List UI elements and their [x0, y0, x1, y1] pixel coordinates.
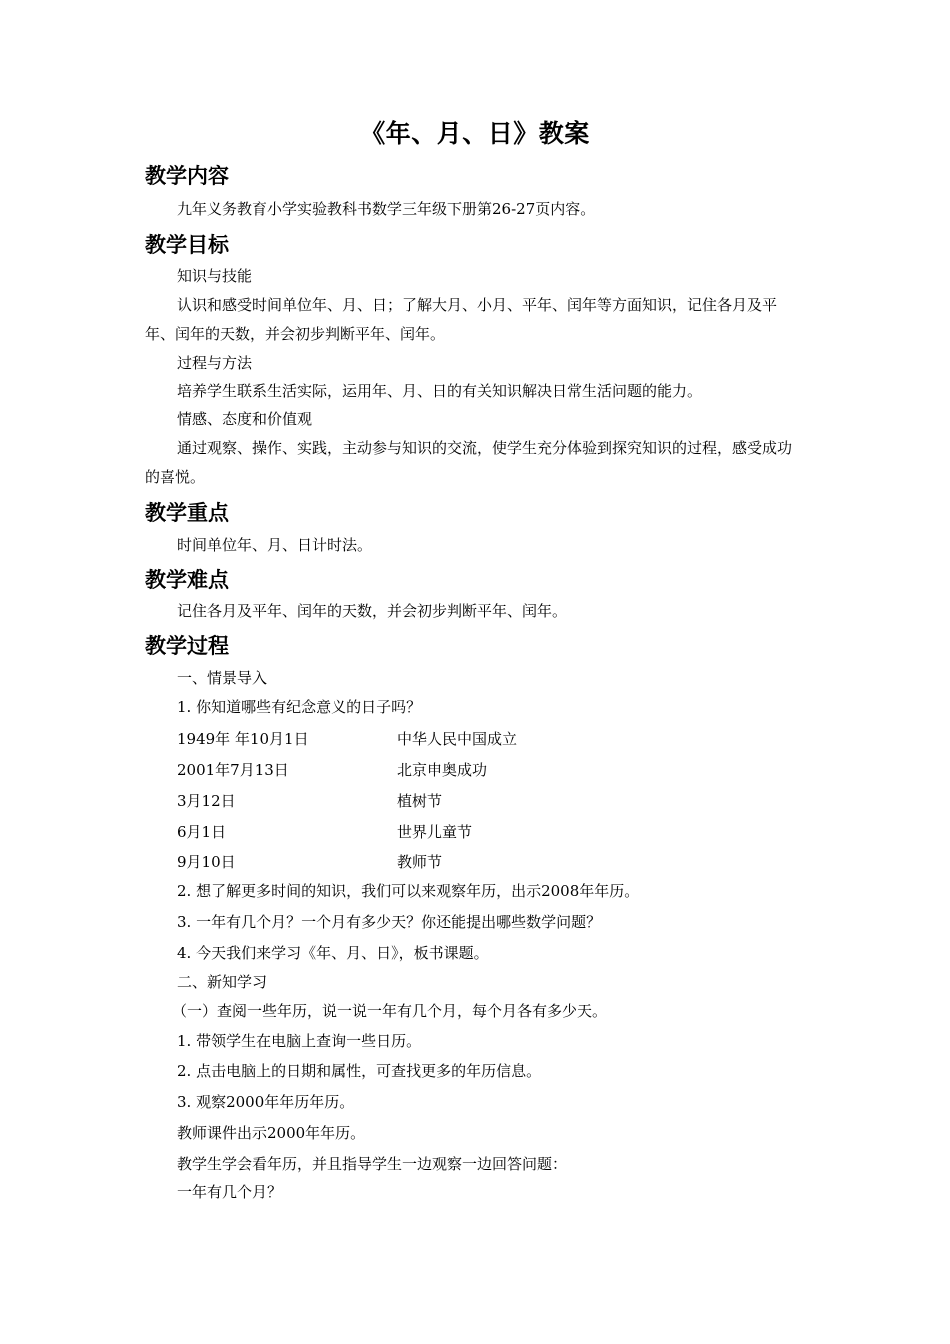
- content-text: 九年义务教育小学实验教科书数学三年级下册第26-27页内容。: [177, 200, 596, 218]
- goals-text-emotion: 通过观察、操作、实践，主动参与知识的交流，使学生充分体验到探究知识的过程，感受成功的喜悦。: [145, 439, 793, 486]
- heading-process: 教学过程: [145, 634, 229, 658]
- goals-sub-knowledge: 知识与技能: [177, 267, 253, 285]
- heading-content: 教学内容: [145, 164, 229, 188]
- process-q4: 4. 今天我们来学习《年、月、日》，板书课题。: [177, 944, 489, 962]
- heading-key: 教学重点: [145, 501, 229, 525]
- date-5: 9月10日: [177, 853, 236, 871]
- event-4: 世界儿童节: [397, 823, 473, 841]
- heading-difficulty: 教学难点: [145, 568, 229, 592]
- heading-goals: 教学目标: [145, 233, 229, 257]
- goals-sub-emotion: 情感、态度和价值观: [177, 410, 313, 428]
- process-part1: 一、情景导入: [177, 669, 268, 687]
- key-text: 时间单位年、月、日计时法。: [177, 536, 373, 554]
- process-step5: 教学生学会看年历，并且指导学生一边观察一边回答问题：: [177, 1155, 568, 1173]
- page-title: 《年、月、日》教案: [360, 119, 590, 148]
- event-5: 教师节: [397, 853, 443, 871]
- process-q3: 3. 一年有几个月？一个月有多少天？你还能提出哪些数学问题？: [177, 913, 602, 931]
- process-step6: 一年有几个月？: [177, 1183, 283, 1201]
- goals-text-process: 培养学生联系生活实际，运用年、月、日的有关知识解决日常生活问题的能力。: [177, 382, 703, 400]
- process-q1: 1. 你知道哪些有纪念意义的日子吗？: [177, 698, 422, 716]
- date-3: 3月12日: [177, 792, 236, 810]
- difficulty-text: 记住各月及平年、闰年的天数，并会初步判断平年、闰年。: [177, 602, 568, 620]
- date-1: 1949年 年10月1日: [177, 730, 309, 748]
- date-4: 6月1日: [177, 823, 227, 841]
- process-part2: 二、新知学习: [177, 973, 268, 991]
- event-3: 植树节: [397, 792, 443, 810]
- process-q2: 2. 想了解更多时间的知识，我们可以来观察年历，出示2008年年历。: [177, 882, 640, 900]
- goals-sub-process: 过程与方法: [177, 354, 253, 372]
- process-step2: 2. 点击电脑上的日期和属性，可查找更多的年历信息。: [177, 1062, 542, 1080]
- goals-text-knowledge: 认识和感受时间单位年、月、日；了解大月、小月、平年、闰年等方面知识，记住各月及平年、闰年的天数，并会初步判断平年、闰年。: [145, 296, 778, 343]
- process-sub1: （一）查阅一些年历，说一说一年有几个月，每个月各有多少天。: [172, 1002, 608, 1020]
- event-2: 北京申奥成功: [397, 761, 488, 779]
- process-step4: 教师课件出示2000年年历。: [177, 1124, 366, 1142]
- date-2: 2001年7月13日: [177, 761, 289, 779]
- process-step3: 3. 观察2000年年历年历。: [177, 1093, 355, 1111]
- event-1: 中华人民中国成立: [397, 730, 518, 748]
- process-step1: 1. 带领学生在电脑上查询一些日历。: [177, 1032, 422, 1050]
